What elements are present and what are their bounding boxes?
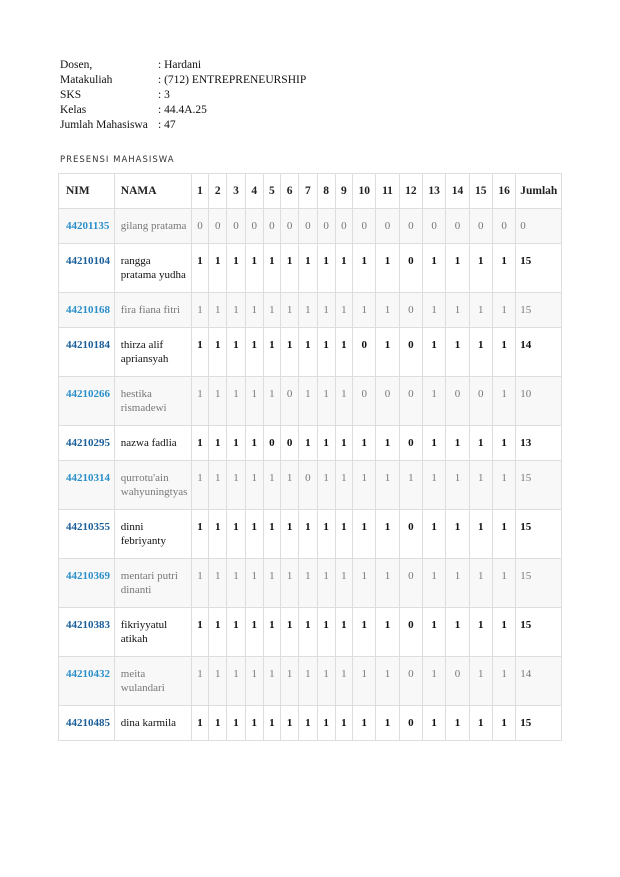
nim-link[interactable]: 442103​83 bbox=[59, 608, 115, 657]
attendance-mark: 0 bbox=[399, 328, 422, 377]
attendance-mark: 1 bbox=[317, 706, 335, 741]
attendance-total: 15 bbox=[516, 559, 562, 608]
attendance-mark: 1 bbox=[263, 244, 280, 293]
attendance-mark: 0 bbox=[376, 209, 399, 244]
attendance-mark: 0 bbox=[281, 377, 299, 426]
nim-link[interactable]: 442104​85 bbox=[59, 706, 115, 741]
info-row bbox=[60, 88, 306, 103]
attendance-mark: 1 bbox=[281, 293, 299, 328]
attendance-mark: 1 bbox=[446, 244, 469, 293]
table-row bbox=[59, 706, 562, 741]
attendance-mark: 1 bbox=[446, 510, 469, 559]
attendance-mark: 1 bbox=[335, 426, 352, 461]
attendance-mark: 1 bbox=[209, 328, 227, 377]
attendance-mark: 1 bbox=[335, 377, 352, 426]
table-row bbox=[59, 559, 562, 608]
attendance-mark: 1 bbox=[376, 244, 399, 293]
attendance-mark: 1 bbox=[209, 426, 227, 461]
attendance-mark: 0 bbox=[422, 209, 445, 244]
attendance-mark: 1 bbox=[353, 510, 376, 559]
nim-link[interactable]: 442102​95 bbox=[59, 426, 115, 461]
attendance-mark: 1 bbox=[191, 461, 208, 510]
table-header-row bbox=[59, 174, 562, 209]
table-row bbox=[59, 461, 562, 510]
attendance-mark: 0 bbox=[191, 209, 208, 244]
attendance-mark: 1 bbox=[227, 377, 245, 426]
attendance-mark: 1 bbox=[399, 461, 422, 510]
info-value: : 44.4A.25 bbox=[158, 104, 207, 116]
attendance-mark: 1 bbox=[317, 559, 335, 608]
attendance-mark: 1 bbox=[191, 559, 208, 608]
attendance-mark: 1 bbox=[263, 328, 280, 377]
attendance-mark: 1 bbox=[209, 706, 227, 741]
attendance-mark: 1 bbox=[263, 559, 280, 608]
info-label: Matakuliah bbox=[60, 74, 113, 86]
attendance-mark: 1 bbox=[422, 328, 445, 377]
student-name: dinni febriyanty bbox=[114, 510, 191, 559]
course-info bbox=[60, 58, 306, 133]
attendance-table bbox=[58, 173, 562, 741]
attendance-mark: 1 bbox=[317, 328, 335, 377]
attendance-mark: 1 bbox=[227, 426, 245, 461]
attendance-mark: 1 bbox=[335, 510, 352, 559]
attendance-mark: 1 bbox=[209, 559, 227, 608]
attendance-mark: 1 bbox=[376, 559, 399, 608]
column-header: 9 bbox=[335, 174, 352, 209]
attendance-mark: 1 bbox=[469, 657, 492, 706]
column-header: NAMA bbox=[114, 174, 191, 209]
attendance-mark: 1 bbox=[281, 706, 299, 741]
column-header: 16 bbox=[492, 174, 515, 209]
attendance-mark: 0 bbox=[281, 426, 299, 461]
attendance-mark: 1 bbox=[353, 706, 376, 741]
attendance-mark: 1 bbox=[245, 657, 263, 706]
attendance-total: 15 bbox=[516, 510, 562, 559]
column-header: 15 bbox=[469, 174, 492, 209]
attendance-mark: 0 bbox=[209, 209, 227, 244]
attendance-mark: 0 bbox=[299, 461, 317, 510]
attendance-mark: 1 bbox=[281, 559, 299, 608]
attendance-mark: 1 bbox=[227, 461, 245, 510]
attendance-mark: 1 bbox=[376, 426, 399, 461]
attendance-mark: 1 bbox=[209, 244, 227, 293]
attendance-mark: 1 bbox=[299, 377, 317, 426]
table-row bbox=[59, 510, 562, 559]
attendance-mark: 1 bbox=[299, 426, 317, 461]
info-row bbox=[60, 58, 306, 73]
attendance-mark: 0 bbox=[446, 209, 469, 244]
nim-link[interactable]: 442101​04 bbox=[59, 244, 115, 293]
attendance-mark: 0 bbox=[353, 377, 376, 426]
attendance-mark: 0 bbox=[335, 209, 352, 244]
attendance-mark: 1 bbox=[469, 461, 492, 510]
attendance-mark: 1 bbox=[299, 328, 317, 377]
attendance-mark: 1 bbox=[469, 706, 492, 741]
attendance-mark: 1 bbox=[245, 706, 263, 741]
attendance-mark: 1 bbox=[209, 461, 227, 510]
attendance-mark: 1 bbox=[263, 293, 280, 328]
nim-link[interactable]: 442103​14 bbox=[59, 461, 115, 510]
attendance-mark: 1 bbox=[446, 328, 469, 377]
attendance-mark: 0 bbox=[263, 209, 280, 244]
attendance-mark: 1 bbox=[191, 510, 208, 559]
attendance-mark: 0 bbox=[469, 209, 492, 244]
attendance-mark: 1 bbox=[446, 293, 469, 328]
attendance-mark: 1 bbox=[209, 377, 227, 426]
attendance-mark: 1 bbox=[227, 510, 245, 559]
attendance-mark: 1 bbox=[376, 293, 399, 328]
attendance-mark: 1 bbox=[263, 706, 280, 741]
attendance-mark: 0 bbox=[446, 657, 469, 706]
attendance-mark: 1 bbox=[422, 244, 445, 293]
attendance-total: 14 bbox=[516, 328, 562, 377]
column-header: 2 bbox=[209, 174, 227, 209]
attendance-mark: 1 bbox=[281, 608, 299, 657]
student-name: nazwa fadlia bbox=[114, 426, 191, 461]
student-name: fira fiana fitri bbox=[114, 293, 191, 328]
nim-link[interactable]: 442102​66 bbox=[59, 377, 115, 426]
attendance-mark: 1 bbox=[299, 293, 317, 328]
attendance-mark: 1 bbox=[209, 608, 227, 657]
attendance-mark: 1 bbox=[317, 461, 335, 510]
attendance-mark: 1 bbox=[245, 608, 263, 657]
attendance-mark: 1 bbox=[422, 608, 445, 657]
attendance-mark: 0 bbox=[399, 426, 422, 461]
attendance-mark: 1 bbox=[469, 328, 492, 377]
column-header: 4 bbox=[245, 174, 263, 209]
student-name: thirza alif apriansyah bbox=[114, 328, 191, 377]
column-header: Jumlah bbox=[516, 174, 562, 209]
attendance-mark: 1 bbox=[492, 293, 515, 328]
attendance-mark: 1 bbox=[299, 657, 317, 706]
attendance-mark: 1 bbox=[335, 559, 352, 608]
attendance-mark: 1 bbox=[317, 657, 335, 706]
attendance-mark: 1 bbox=[335, 293, 352, 328]
attendance-mark: 1 bbox=[492, 461, 515, 510]
nim-link[interactable]: 442101​68 bbox=[59, 293, 115, 328]
attendance-mark: 1 bbox=[299, 706, 317, 741]
attendance-mark: 1 bbox=[245, 426, 263, 461]
attendance-mark: 1 bbox=[335, 328, 352, 377]
column-header: 6 bbox=[281, 174, 299, 209]
attendance-mark: 0 bbox=[399, 706, 422, 741]
student-name: fikriyyatul atikah bbox=[114, 608, 191, 657]
attendance-mark: 1 bbox=[317, 377, 335, 426]
column-header: 7 bbox=[299, 174, 317, 209]
student-name: qurrotu'ain wahyuningtyas bbox=[114, 461, 191, 510]
attendance-mark: 0 bbox=[399, 657, 422, 706]
info-value: : 47 bbox=[158, 119, 176, 131]
attendance-mark: 1 bbox=[227, 559, 245, 608]
nim-link[interactable]: 442101​84 bbox=[59, 328, 115, 377]
attendance-mark: 0 bbox=[353, 328, 376, 377]
info-row bbox=[60, 118, 306, 133]
column-header: NIM bbox=[59, 174, 115, 209]
nim-link[interactable]: 442104​32 bbox=[59, 657, 115, 706]
attendance-mark: 1 bbox=[245, 559, 263, 608]
attendance-mark: 1 bbox=[317, 293, 335, 328]
attendance-mark: 1 bbox=[227, 328, 245, 377]
attendance-mark: 1 bbox=[353, 426, 376, 461]
attendance-mark: 1 bbox=[191, 377, 208, 426]
attendance-mark: 1 bbox=[469, 608, 492, 657]
attendance-mark: 1 bbox=[376, 657, 399, 706]
table-row bbox=[59, 608, 562, 657]
attendance-mark: 1 bbox=[446, 559, 469, 608]
attendance-mark: 1 bbox=[422, 706, 445, 741]
attendance-mark: 1 bbox=[492, 377, 515, 426]
attendance-mark: 0 bbox=[281, 209, 299, 244]
attendance-mark: 1 bbox=[492, 608, 515, 657]
attendance-mark: 1 bbox=[353, 244, 376, 293]
attendance-mark: 1 bbox=[317, 244, 335, 293]
attendance-mark: 1 bbox=[191, 426, 208, 461]
info-label: Dosen, bbox=[60, 59, 93, 71]
attendance-mark: 1 bbox=[191, 608, 208, 657]
attendance-mark: 1 bbox=[422, 377, 445, 426]
table-row bbox=[59, 244, 562, 293]
attendance-mark: 1 bbox=[191, 657, 208, 706]
column-header: 8 bbox=[317, 174, 335, 209]
info-row bbox=[60, 73, 306, 88]
attendance-mark: 1 bbox=[263, 461, 280, 510]
nim-link[interactable]: 442011​35 bbox=[59, 209, 115, 244]
attendance-mark: 1 bbox=[299, 559, 317, 608]
table-row bbox=[59, 293, 562, 328]
attendance-mark: 0 bbox=[399, 244, 422, 293]
attendance-mark: 0 bbox=[446, 377, 469, 426]
attendance-mark: 1 bbox=[299, 608, 317, 657]
attendance-mark: 0 bbox=[399, 293, 422, 328]
attendance-mark: 1 bbox=[263, 657, 280, 706]
attendance-mark: 1 bbox=[335, 608, 352, 657]
attendance-mark: 0 bbox=[399, 559, 422, 608]
attendance-total: 0 bbox=[516, 209, 562, 244]
attendance-mark: 1 bbox=[299, 244, 317, 293]
student-name: dina karmila bbox=[114, 706, 191, 741]
table-row bbox=[59, 328, 562, 377]
attendance-mark: 1 bbox=[376, 608, 399, 657]
info-label: Jumlah Mahasiswa bbox=[60, 119, 148, 131]
attendance-mark: 1 bbox=[446, 461, 469, 510]
attendance-total: 14 bbox=[516, 657, 562, 706]
attendance-mark: 1 bbox=[245, 510, 263, 559]
attendance-mark: 1 bbox=[263, 510, 280, 559]
attendance-mark: 1 bbox=[492, 426, 515, 461]
column-header: 14 bbox=[446, 174, 469, 209]
column-header: 11 bbox=[376, 174, 399, 209]
attendance-mark: 1 bbox=[335, 461, 352, 510]
info-label: Kelas bbox=[60, 104, 87, 116]
attendance-mark: 1 bbox=[353, 461, 376, 510]
attendance-mark: 1 bbox=[227, 706, 245, 741]
attendance-mark: 0 bbox=[469, 377, 492, 426]
column-header: 1 bbox=[191, 174, 208, 209]
attendance-mark: 0 bbox=[399, 209, 422, 244]
attendance-mark: 1 bbox=[492, 657, 515, 706]
attendance-mark: 1 bbox=[263, 377, 280, 426]
attendance-mark: 1 bbox=[191, 706, 208, 741]
student-name: meita wulandari bbox=[114, 657, 191, 706]
attendance-mark: 0 bbox=[263, 426, 280, 461]
attendance-mark: 1 bbox=[245, 461, 263, 510]
attendance-total: 15 bbox=[516, 706, 562, 741]
attendance-mark: 1 bbox=[492, 510, 515, 559]
attendance-mark: 1 bbox=[353, 608, 376, 657]
attendance-mark: 1 bbox=[376, 510, 399, 559]
attendance-mark: 1 bbox=[335, 706, 352, 741]
nim-link[interactable]: 442103​69 bbox=[59, 559, 115, 608]
student-name: mentari putri dinanti bbox=[114, 559, 191, 608]
attendance-mark: 1 bbox=[469, 293, 492, 328]
attendance-mark: 1 bbox=[227, 608, 245, 657]
attendance-mark: 1 bbox=[353, 293, 376, 328]
student-name: hestika rismadewi bbox=[114, 377, 191, 426]
attendance-mark: 1 bbox=[492, 706, 515, 741]
table-row bbox=[59, 377, 562, 426]
attendance-mark: 1 bbox=[446, 706, 469, 741]
attendance-total: 15 bbox=[516, 244, 562, 293]
attendance-mark: 0 bbox=[399, 510, 422, 559]
attendance-mark: 0 bbox=[299, 209, 317, 244]
table-row bbox=[59, 657, 562, 706]
attendance-mark: 1 bbox=[422, 657, 445, 706]
info-value: : 3 bbox=[158, 89, 170, 101]
column-header: 5 bbox=[263, 174, 280, 209]
attendance-mark: 1 bbox=[446, 426, 469, 461]
attendance-mark: 1 bbox=[245, 377, 263, 426]
attendance-mark: 1 bbox=[492, 328, 515, 377]
attendance-mark: 1 bbox=[376, 706, 399, 741]
attendance-total: 15 bbox=[516, 293, 562, 328]
attendance-mark: 0 bbox=[245, 209, 263, 244]
attendance-mark: 1 bbox=[317, 510, 335, 559]
info-label: SKS bbox=[60, 89, 82, 101]
attendance-mark: 1 bbox=[245, 328, 263, 377]
attendance-mark: 1 bbox=[209, 510, 227, 559]
attendance-mark: 1 bbox=[245, 293, 263, 328]
attendance-mark: 0 bbox=[399, 608, 422, 657]
attendance-mark: 1 bbox=[299, 510, 317, 559]
attendance-mark: 1 bbox=[281, 657, 299, 706]
column-header: 3 bbox=[227, 174, 245, 209]
attendance-mark: 1 bbox=[209, 657, 227, 706]
attendance-mark: 1 bbox=[281, 461, 299, 510]
attendance-mark: 1 bbox=[227, 244, 245, 293]
attendance-mark: 1 bbox=[281, 328, 299, 377]
attendance-mark: 1 bbox=[353, 559, 376, 608]
attendance-mark: 1 bbox=[263, 608, 280, 657]
attendance-mark: 1 bbox=[317, 426, 335, 461]
table-row bbox=[59, 209, 562, 244]
attendance-mark: 1 bbox=[469, 426, 492, 461]
attendance-mark: 1 bbox=[353, 657, 376, 706]
attendance-mark: 1 bbox=[191, 328, 208, 377]
attendance-total: 10 bbox=[516, 377, 562, 426]
attendance-mark: 1 bbox=[335, 657, 352, 706]
info-row bbox=[60, 103, 306, 118]
attendance-mark: 1 bbox=[422, 293, 445, 328]
attendance-mark: 1 bbox=[317, 608, 335, 657]
attendance-mark: 1 bbox=[281, 244, 299, 293]
attendance-mark: 0 bbox=[317, 209, 335, 244]
attendance-mark: 1 bbox=[191, 244, 208, 293]
attendance-mark: 0 bbox=[376, 377, 399, 426]
column-header: 13 bbox=[422, 174, 445, 209]
attendance-mark: 1 bbox=[492, 244, 515, 293]
attendance-mark: 0 bbox=[227, 209, 245, 244]
attendance-mark: 0 bbox=[492, 209, 515, 244]
attendance-mark: 1 bbox=[335, 244, 352, 293]
attendance-mark: 1 bbox=[422, 461, 445, 510]
attendance-mark: 1 bbox=[245, 244, 263, 293]
attendance-mark: 1 bbox=[422, 426, 445, 461]
attendance-total: 15 bbox=[516, 461, 562, 510]
attendance-mark: 1 bbox=[227, 657, 245, 706]
attendance-total: 15 bbox=[516, 608, 562, 657]
attendance-mark: 1 bbox=[191, 293, 208, 328]
student-name: gilang pratama bbox=[114, 209, 191, 244]
attendance-total: 13 bbox=[516, 426, 562, 461]
attendance-mark: 1 bbox=[446, 608, 469, 657]
attendance-mark: 0 bbox=[399, 377, 422, 426]
column-header: 12 bbox=[399, 174, 422, 209]
attendance-mark: 1 bbox=[469, 559, 492, 608]
attendance-mark: 1 bbox=[281, 510, 299, 559]
attendance-mark: 1 bbox=[422, 559, 445, 608]
attendance-mark: 1 bbox=[227, 293, 245, 328]
attendance-mark: 1 bbox=[376, 461, 399, 510]
section-title: PRESENSI MAHASISWA bbox=[60, 155, 175, 165]
attendance-mark: 0 bbox=[353, 209, 376, 244]
attendance-mark: 1 bbox=[376, 328, 399, 377]
column-header: 10 bbox=[353, 174, 376, 209]
info-value: : (712) ENTREPRENEURSHIP bbox=[158, 74, 307, 86]
attendance-mark: 1 bbox=[469, 244, 492, 293]
nim-link[interactable]: 442103​55 bbox=[59, 510, 115, 559]
table-row bbox=[59, 426, 562, 461]
attendance-mark: 1 bbox=[492, 559, 515, 608]
attendance-mark: 1 bbox=[469, 510, 492, 559]
attendance-mark: 1 bbox=[422, 510, 445, 559]
student-name: rangga pratama yudha bbox=[114, 244, 191, 293]
attendance-mark: 1 bbox=[209, 293, 227, 328]
info-value: : Hardani bbox=[158, 59, 202, 71]
